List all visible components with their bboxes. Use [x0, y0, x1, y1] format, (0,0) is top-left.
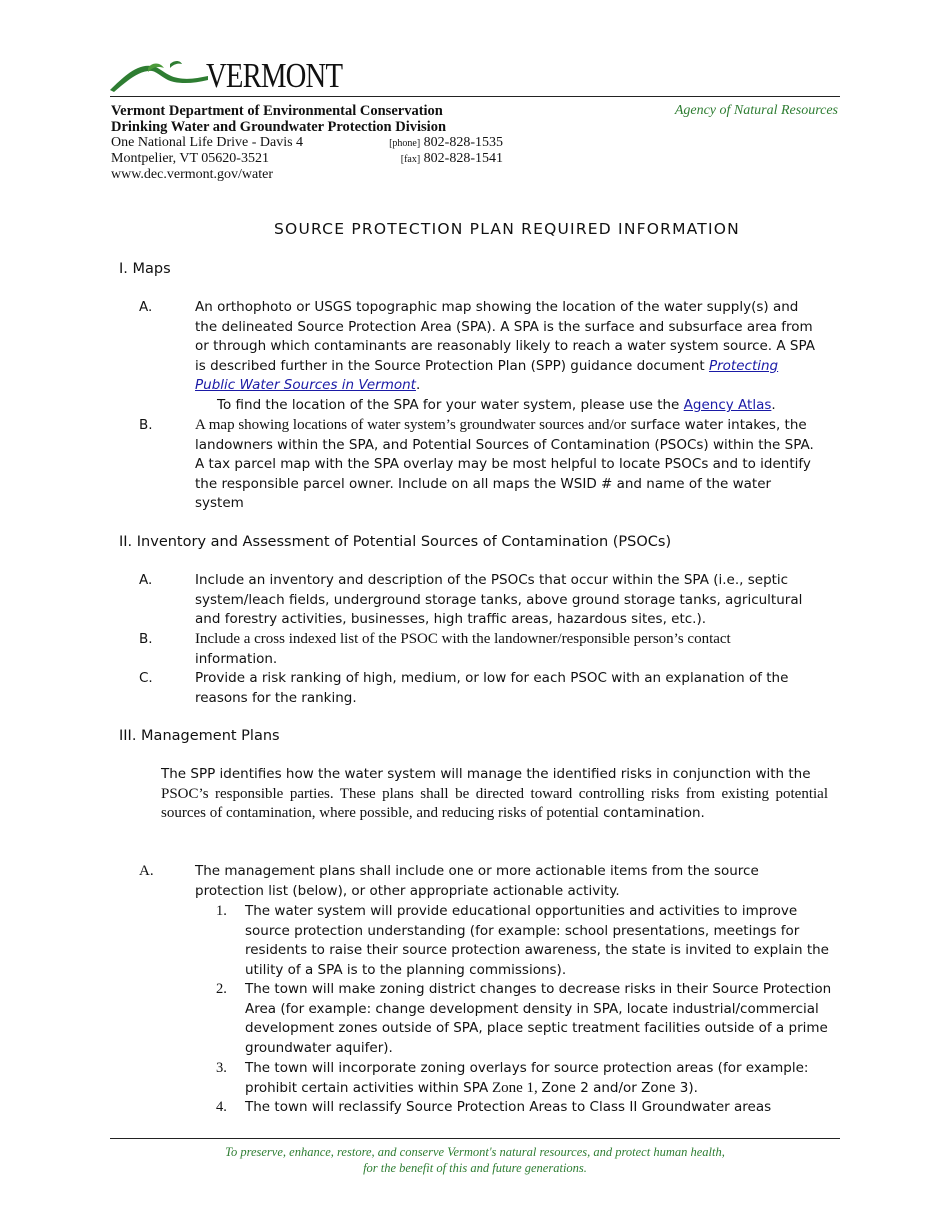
mountain-logo-icon	[108, 56, 208, 92]
intro-part: The SPP identifies how the water system will manage the identified risks in conjunction with the	[161, 766, 811, 782]
fax-label: [fax]	[400, 154, 421, 165]
address-row-2	[111, 151, 511, 167]
fax-block	[401, 151, 503, 168]
item-text	[195, 630, 815, 669]
vermont-logo	[108, 52, 368, 94]
item-text-part: Zone 2 and/or Zone 3).	[541, 1079, 698, 1096]
section-heading-management: III. Management Plans	[119, 728, 280, 744]
item-text: The management plans shall include one or more actionable items from the source protection list (below), or other appropriate actionable activity.	[195, 863, 759, 899]
item-text: The water system will provide educational opportunities and activities to improve source protection understanding (for example: school presentations, meetings for residents to raise their source protection awareness, the state is invited to explain the utility of a SPA is to the planning commissions).	[245, 903, 829, 978]
address-line-1: One National Life Drive - Davis 4	[111, 135, 304, 150]
item-text-part: surface water intakes, the landowners within the SPA, and Potential Sources of Contamination (PSOCs) within the SPA. A tax parcel map with the SPA overlay may be most helpful to locate PSOCs and to identify the responsible parcel owner. Include on all maps the WSID # and name of the water system	[195, 417, 814, 512]
item-text-part: A map showing locations of water system’s groundwater sources and/or	[195, 417, 627, 433]
logo-wordmark: VERMONT	[206, 56, 343, 95]
item-marker: B.	[139, 417, 153, 433]
management-intro-paragraph	[161, 765, 828, 824]
item-text: The town will make zoning district changes to decrease risks in their Source Protection Area (for example: change development density in SPA, locate industrial/commercial development zones outside of SPA, place septic treatment facilities outside of a prime groundwater aquifer).	[245, 981, 832, 1056]
agency-name: Agency of Natural Resources	[674, 103, 838, 118]
item-text: Provide a risk ranking of high, medium, or low for each PSOC with an explanation of the reasons for the ranking.	[195, 670, 789, 706]
section-heading-inventory: II. Inventory and Assessment of Potential Sources of Contamination (PSOCs)	[119, 534, 672, 550]
footer-line-2: for the benefit of this and future generations.	[363, 1161, 587, 1175]
item-number: 2.	[216, 981, 227, 997]
phone-label: [phone]	[389, 138, 421, 149]
division-name: Drinking Water and Groundwater Protection Division	[111, 119, 447, 135]
header-divider	[110, 96, 840, 97]
agency-atlas-link[interactable]: Agency Atlas	[683, 396, 772, 413]
address-row-1	[111, 135, 511, 151]
website: www.dec.vermont.gov/water	[111, 167, 273, 182]
item-text: The town will reclassify Source Protection Areas to Class II Groundwater areas	[245, 1099, 772, 1115]
item-marker: A.	[139, 863, 154, 879]
item-number: 4.	[216, 1099, 227, 1115]
intro-part: contamination.	[603, 805, 705, 822]
item-text	[195, 298, 815, 416]
item-text-part: An orthophoto or USGS topographic map showing the location of the water supply(s) and the delineated Source Protection Area (SPA). A SPA is the surface and subsurface area from or through which contaminants are reasonably likely to reach a water system source. A SPA is described further in the Source Protection Plan (SPP) guidance document	[195, 299, 815, 374]
item-marker: A.	[139, 572, 153, 588]
item-text-part: To find the location of the SPA for your water system, please use the	[217, 396, 684, 413]
footer-divider	[110, 1138, 840, 1139]
fax-number: 802-828-1541	[423, 151, 503, 166]
header-address-block	[111, 103, 511, 183]
department-name: Vermont Department of Environmental Conservation	[111, 103, 443, 119]
item-text-part: .	[415, 377, 421, 394]
footer-line-1: To preserve, enhance, restore, and conserve Vermont's natural resources, and protect human health,	[225, 1145, 725, 1159]
item-text-part: Include a cross indexed list of the PSOC with the landowner/responsible person’s contact	[195, 631, 731, 647]
item-text-part: information.	[195, 650, 278, 667]
intro-part: PSOC’s responsible parties. These plans shall be directed toward controlling risks from existing potential sources of contamination, where possible, and reducing risks of potential	[161, 785, 828, 822]
phone-number: 802-828-1535	[423, 135, 503, 150]
item-text-part: Zone 1,	[488, 1079, 542, 1096]
item-text	[195, 416, 815, 514]
item-text-part: .	[771, 396, 776, 413]
page-title: SOURCE PROTECTION PLAN REQUIRED INFORMATION	[274, 220, 740, 238]
item-text	[245, 1059, 835, 1098]
item-text: Include an inventory and description of the PSOCs that occur within the SPA (i.e., septic system/leach fields, underground storage tanks, above ground storage tanks, agricultural and forestry activities, businesses, high traffic areas, hazardous sites, etc.).	[195, 572, 803, 628]
phone-block	[389, 135, 503, 152]
item-marker: B.	[139, 631, 153, 647]
item-number: 3.	[216, 1060, 227, 1076]
section-heading-maps: I. Maps	[119, 261, 171, 277]
item-marker: C.	[139, 670, 153, 686]
item-text-part: The town will incorporate zoning overlays for source protection areas (for example: prohibit certain activities within SPA	[245, 1060, 809, 1096]
protecting-public-water-sources-link[interactable]: Protecting Public Water Sources in Vermont	[195, 357, 779, 394]
item-marker: A.	[139, 299, 153, 315]
footer-mission	[110, 1144, 840, 1176]
item-number: 1.	[216, 903, 227, 919]
address-line-2: Montpelier, VT 05620-3521	[111, 151, 269, 166]
